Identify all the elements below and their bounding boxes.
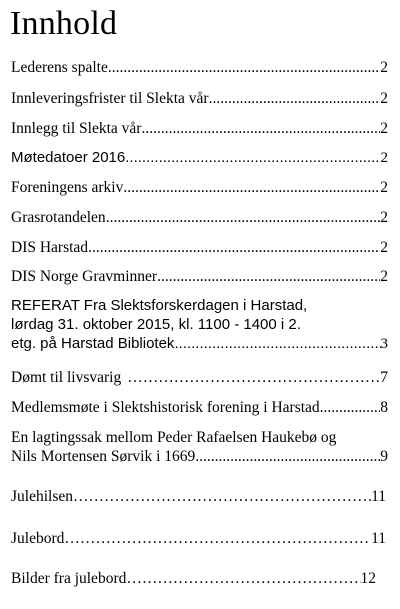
dot-leader [199,447,380,466]
toc-entry[interactable] [11,428,388,466]
toc-entry-title: DIS Harstad [11,239,89,256]
toc-entry[interactable] [11,529,386,548]
toc-entry-page: 2 [380,209,388,226]
toc-entry-title: Grasrotandelen [11,209,106,226]
dot-leader [125,148,380,167]
toc-entry-title: Julehilsen [11,488,73,505]
toc-entry-page: 8 [380,399,388,416]
toc-entry-page: 9 [380,448,388,465]
dot-leader [320,398,381,417]
toc-entry-page: 12 [360,570,376,587]
toc-entry[interactable] [11,487,386,506]
toc-entry-page: 11 [371,530,386,547]
toc-entry-page: 11 [371,488,386,505]
toc-entry[interactable] [11,238,388,257]
toc-entry-page: 2 [380,150,388,166]
dot-leader [157,267,380,286]
dot-leader [88,238,380,257]
dot-leader [112,58,381,77]
page-title: Innhold [10,5,118,42]
toc-entry-title: Foreningens arkiv [11,179,124,196]
toc-entry-page: 7 [380,369,388,386]
toc-entry[interactable] [11,267,388,286]
dot-leader [209,89,381,108]
toc-entry-title: Lederens spalte. [11,59,112,76]
dot-leader [141,119,380,138]
dot-leader [73,487,371,506]
toc-entry[interactable] [11,58,388,77]
dot-leader [123,178,380,197]
dot-leader [174,334,380,353]
dot-leader [126,569,360,588]
toc-entry[interactable] [11,178,388,197]
toc-entry[interactable] [11,368,388,387]
toc-entry[interactable] [11,148,388,168]
dot-leader [127,368,380,387]
toc-entry[interactable] [11,89,388,108]
toc-entry-title-line: etg. på Harstad Bibliotek [11,335,175,352]
toc-entry-title-line: En lagtingssak mellom Peder Rafaelsen Haukebø og [11,429,337,446]
toc-entry-page: 2 [380,59,388,76]
toc-entry[interactable] [11,208,388,227]
toc-entry-page: 2 [380,90,388,107]
toc-entry-title-line: lørdag 31. oktober 2015, kl. 1100 - 1400 i 2. [11,316,301,333]
dot-leader [106,208,381,227]
toc-entry-title: DIS Norge Gravminner [11,268,158,285]
toc-entry-title: Innleveringsfrister til Slekta vår [11,90,209,107]
toc-entry-title: Medlemsmøte i Slektshistorisk forening i Harstad [11,399,320,416]
toc-entry[interactable] [11,569,376,588]
toc-entry-title: Dømt til livsvarig [11,369,122,386]
toc-entry-title: Bilder fra julebord [11,570,127,587]
dot-leader [64,529,371,548]
toc-entry-page: 2 [380,179,388,196]
toc-entry-title-line: REFERAT Fra Slektsforskerdagen i Harstad, [11,297,308,314]
toc-entry-title: Julebord [11,530,65,547]
toc-entry-page: 2 [380,239,388,256]
toc-entry-title-line: Nils Mortensen Sørvik i 1669. [11,448,200,465]
toc-entry-page: 2 [380,268,388,285]
toc-entry-page: 3 [380,336,388,352]
toc-entry-page: 2 [380,120,388,137]
toc-entry-title: Innlegg til Slekta vår [11,120,142,137]
toc-entry[interactable] [11,296,388,354]
toc-entry[interactable] [11,398,388,417]
toc-entry[interactable] [11,119,388,138]
toc-entry-title: Møtedatoer 2016 [11,149,126,166]
